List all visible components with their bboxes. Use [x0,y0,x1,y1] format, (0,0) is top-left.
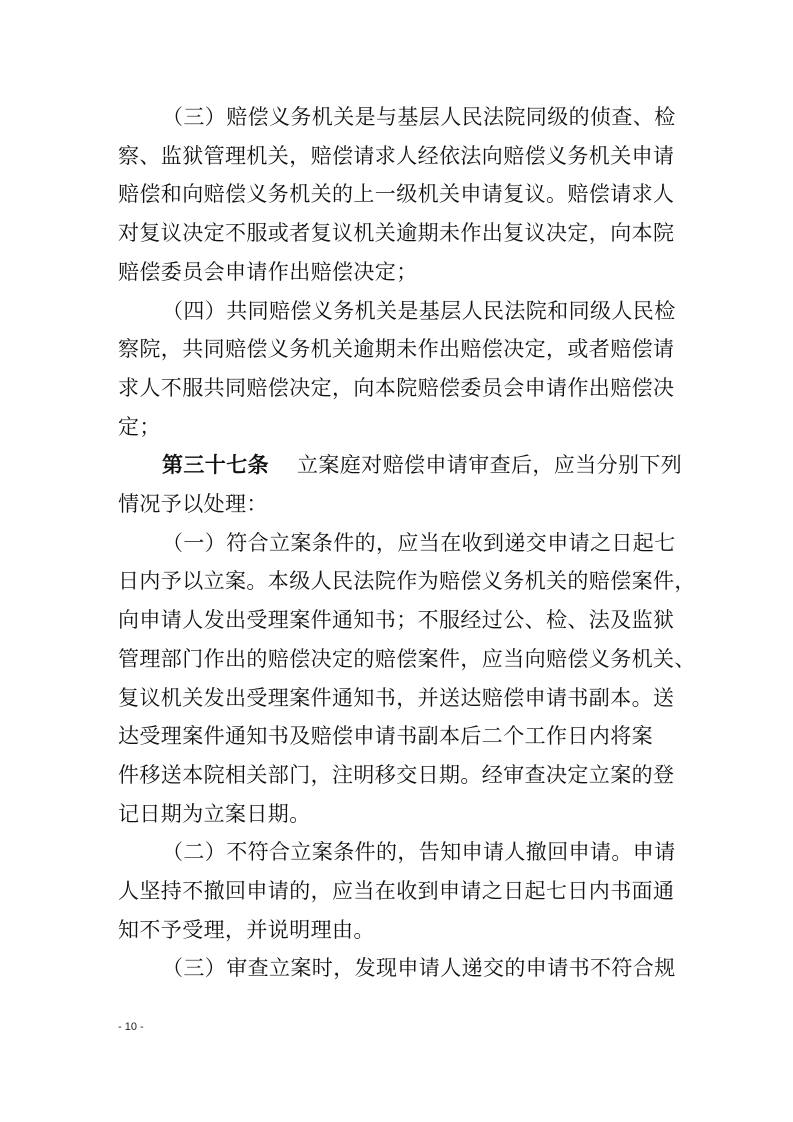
paragraph-item-1 [118,524,696,834]
article-37 [118,446,686,523]
text-line: （一）符合立案条件的，应当在收到递交申请之日起七 [162,530,676,555]
text-line: 定； [118,414,161,439]
paragraph-item-3b [118,949,686,988]
text-line: 察院，共同赔偿义务机关逾期未作出赔偿决定，或者赔偿请 [118,337,675,362]
text-line: 人坚持不撤回申请的，应当在收到申请之日起七日内书面通 [118,879,675,904]
paragraph-item-4 [118,292,686,447]
paragraph-item-3 [118,98,686,292]
text-line: 记日期为立案日期。 [118,801,311,826]
text-line: 知不予受理，并说明理由。 [118,917,375,942]
text-line: （三）赔偿义务机关是与基层人民法院同级的侦查、检 [162,105,676,129]
text-line: 察、监狱管理机关，赔偿请求人经依法向赔偿义务机关申请 [118,143,675,168]
text-line: 赔偿和向赔偿义务机关的上一级机关申请复议。赔偿请求人 [118,182,675,207]
article-text: 立案庭对赔偿申请审查后，应当分别下列 [297,453,683,478]
text-line: （三）审查立案时，发现申请人递交的申请书不符合规 [162,956,676,981]
text-line: （四）共同赔偿义务机关是基层人民法院和同级人民检 [162,298,676,323]
text-line: 件移送本院相关部门，注明移交日期。经审查决定立案的登 [118,762,675,787]
text-line: 日内予以立案。本级人民法院作为赔偿义务机关的赔偿案件， [118,569,696,594]
text-line: 达受理案件通知书及赔偿申请书副本后二个工作日内将案 [118,724,653,749]
text-line: 向申请人发出受理案件通知书；不服经过公、检、法及监狱 [118,608,675,633]
page-number: - 10 - [118,1021,144,1033]
text-line: 管理部门作出的赔偿决定的赔偿案件，应当向赔偿义务机关、 [118,646,696,671]
document-body [118,98,696,988]
text-line [118,446,686,485]
text-line: 赔偿委员会申请作出赔偿决定； [118,259,418,284]
paragraph-item-2 [118,833,686,949]
article-heading: 第三十七条 [162,452,269,478]
text-line: 复议机关发出受理案件通知书，并送达赔偿申请书副本。送 [118,685,675,710]
text-line: 对复议决定不服或者复议机关逾期未作出复议决定，向本院 [118,221,675,246]
text-line: （二）不符合立案条件的，告知申请人撤回申请。申请 [162,840,676,865]
text-line: 求人不服共同赔偿决定，向本院赔偿委员会申请作出赔偿决 [118,375,675,400]
text-line: 情况予以处理： [118,492,268,517]
